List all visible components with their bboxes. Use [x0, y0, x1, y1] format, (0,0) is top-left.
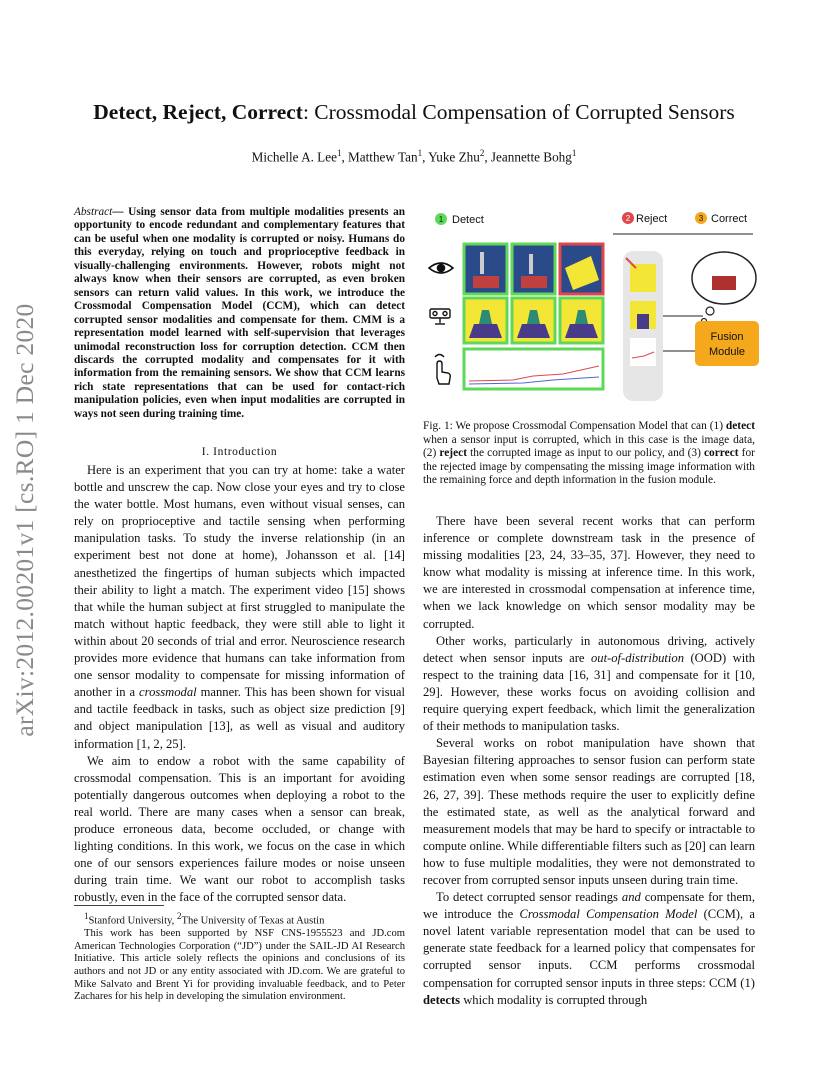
bold-term: reject [439, 447, 468, 459]
affiliation-mark: 1 [417, 148, 423, 158]
text-run: To detect corrupted sensor readings [436, 890, 622, 905]
arxiv-sidebar [2, 290, 48, 750]
text-run: Here is an experiment that you can try at home: take a water bottle and unscrew the cap. Now close your eyes and try to close the water bottle. Most humans, even without visual senses, can rely on proprioceptive and tactile sensing when performing manipulation tasks. To study the inverse relationship (in an experiment best not done at home), Johansson et al. [14] anesthetized the fingertips of human subjects which impacted their ability to light a match. The experiment video [15] shows that while the human subject at first struggled to manipulate the match without haptic feedback, they were still able to light it within about 20 seconds of trial and error. Neuroscience research provides more evidence that humans can take information from one sensor modality to compensate for missing information of another in a [74, 463, 405, 700]
step-reject [622, 212, 667, 225]
text-run: compensate for them, we introduce the [423, 890, 756, 922]
text-run: which modality is corrupted through [460, 992, 648, 1007]
paper-title [0, 100, 828, 125]
text-run: Other works, particularly in autonomous driving, actively detect when sensor inputs are [423, 633, 755, 665]
step-label: Correct [711, 213, 748, 225]
author-name: , Jeannette Bohg [484, 149, 572, 165]
thought-bubble [692, 252, 756, 324]
step-number: 2 [625, 214, 631, 223]
fusion-module [695, 321, 759, 366]
text-run: Fig. 1: We propose Crossmodal Compensation Model that can (1) [423, 420, 726, 432]
affiliations [74, 910, 405, 928]
intro-body [74, 462, 405, 906]
fusion-label: Module [708, 346, 746, 358]
affiliation-mark: 1 [336, 148, 342, 158]
paragraph: We aim to endow a robot with the same capability of crossmodal compensation. This is an important for avoiding potentially dangerous outcomes when deploying a robot to the real world. There are many cases when a sensor can break, produce erroneous data, become occluded, or change with lighting conditions. In this work, we focus on the case in which one of our sensors experiences failure modes or noise unseen during train time. We want our robot to accomplish tasks robustly, even in the face of the corrupted sensor data. [74, 753, 405, 905]
bold-term: correct [704, 447, 739, 459]
paragraph [74, 462, 405, 753]
text-run: the corrupted image as input to our policy, and (3) [467, 447, 704, 459]
paragraph [423, 889, 755, 1009]
step-correct [695, 212, 747, 225]
text-run: for the rejected image by compensating the missing image information with the remaining force and depth information in the fusion module. [423, 447, 755, 486]
author-name: , Yuke Zhu [422, 149, 480, 165]
bold-term: detect [725, 420, 755, 432]
affiliation-mark: 2 [479, 148, 485, 158]
text-run: when a sensor input is corrupted, which in this case is the image data, (2) [423, 433, 755, 459]
depth-camera-icon [430, 309, 450, 324]
eye-icon [429, 263, 453, 273]
step-label: Detect [452, 214, 484, 226]
right-column-body [423, 513, 755, 1009]
bold-term: detects [423, 992, 461, 1007]
paragraph [423, 633, 755, 736]
footnote [74, 910, 405, 1004]
paragraph: Several works on robot manipulation have shown that Bayesian filtering approaches to sensor fusion can perform state estimation even when some sensor readings are corrupted [18, 26, 27, 39]. These methods require the user to explicitly define the estimated state, as well as the analytical forward and measurement models that may be hard to specify or intractable to compute online. While differentiable filters such as [20] can learn how to fuse multiple modalities, they were not demonstrated to recover from corrupted sensor inputs unseen during train time. [423, 736, 755, 887]
force-plot [464, 349, 603, 389]
affiliation: Stanford University, [88, 915, 177, 927]
step-detect [435, 213, 484, 226]
hand-touch-icon [435, 355, 450, 385]
figure-1 [423, 206, 763, 406]
fusion-label: Fusion [710, 331, 744, 343]
funding-note: This work has been supported by NSF CNS-1955523 and JD.com American Technologies Corporation (“JD”) under the SAIL-JD AI Research Initiative. This article solely reflects the opinions and conclusions of its authors and not JD or any entity associated with JD.com. We are grateful to Mike Salvato and Brent Yi for providing invaluable feedback, and to Peter Zachares for his help in developing the simulation environment. [74, 928, 405, 1003]
reject-panel [623, 251, 663, 401]
affiliation-mark: 1 [571, 148, 577, 158]
section-heading: I. Introduction [201, 446, 278, 458]
step-label: Reject [636, 213, 668, 225]
title-rest: : Crossmodal Compensation of Corrupted Sensors [302, 100, 735, 124]
affiliation-mark: 2 [176, 911, 182, 921]
image-frames [464, 244, 603, 294]
text-run: manner. This has been shown for visual and tactile feedback in tasks, such as object size prediction [9] and object manipulation [13], as well as visual and auditory information [1, 2, 25]. [74, 685, 405, 751]
title-bold: Detect, Reject, Correct [93, 100, 303, 124]
abstract-text: — Using sensor data from multiple modalities presents an opportunity to encode redundant and complementary features that can be useful when one modality is corrupted or noisy. Humans do this everyday, relying on touch and proprioceptive feedback in visually-challenging environments. However, robots might not always know when their sensors are corrupted, as even broken sensors can return valid values. In this work, we introduce the Crossmodal Compensation Model (CCM), which can detect corrupted sensor modalities and compensate for them. CMM is a representation model learned with self-supervision that leverages unimodal reconstruction loss for corruption detection. CCM then discards the corrupted modality and compensates for it with information from the remaining sensors. We show that CCM learns rich state representations that can be used for contact-rich manipulation policies, even when input modalities are corrupted in ways not seen during training time. [74, 206, 405, 420]
arxiv-id: arXiv:2012.00201v1 [cs.RO] 1 Dec 2020 [10, 303, 39, 737]
author-list [0, 148, 828, 165]
affiliation: The University of Texas at Austin [181, 915, 325, 927]
emphasis: crossmodal [139, 685, 197, 700]
author-name: Michelle A. Lee [251, 149, 337, 165]
emphasis: out-of-distribution [590, 650, 685, 665]
emphasis: Crossmodal Compensation Model [519, 907, 698, 922]
abstract [74, 206, 405, 421]
step-number: 3 [698, 214, 704, 223]
figure-caption [423, 420, 755, 488]
affiliation-mark: 1 [84, 911, 89, 921]
abstract-label: Abstract [74, 206, 113, 218]
text-run: (CCM), a novel latent variable representation model that can be used to generate state feedback for a learned policy that compensates for corrupted sensor inputs. CCM performs crossmodal compensation for corrupted sensor inputs in three steps: CCM (1) [423, 907, 756, 990]
footnote-rule [74, 905, 164, 906]
emphasis: and [621, 890, 641, 905]
text-run: (OOD) with respect to the training data [16, 31] and compensate for it [10, 29]. However, these works focus on avoiding collision and require querying expert feedback, which limit the generalization of their methods to manipulation tasks. [423, 650, 756, 734]
author-name: , Matthew Tan [341, 149, 418, 165]
depth-frames [464, 298, 603, 343]
step-number: 1 [438, 215, 444, 224]
paragraph: There have been several recent works that can perform inference or complete downstream task in the presence of missing modalities [23, 24, 33–35, 37]. However, they need to know what modality is missing at inference time. In this work, we are interested in crossmodal compensation at inference time, when we lack knowledge on which sensor modality may be corrupted. [423, 514, 755, 631]
